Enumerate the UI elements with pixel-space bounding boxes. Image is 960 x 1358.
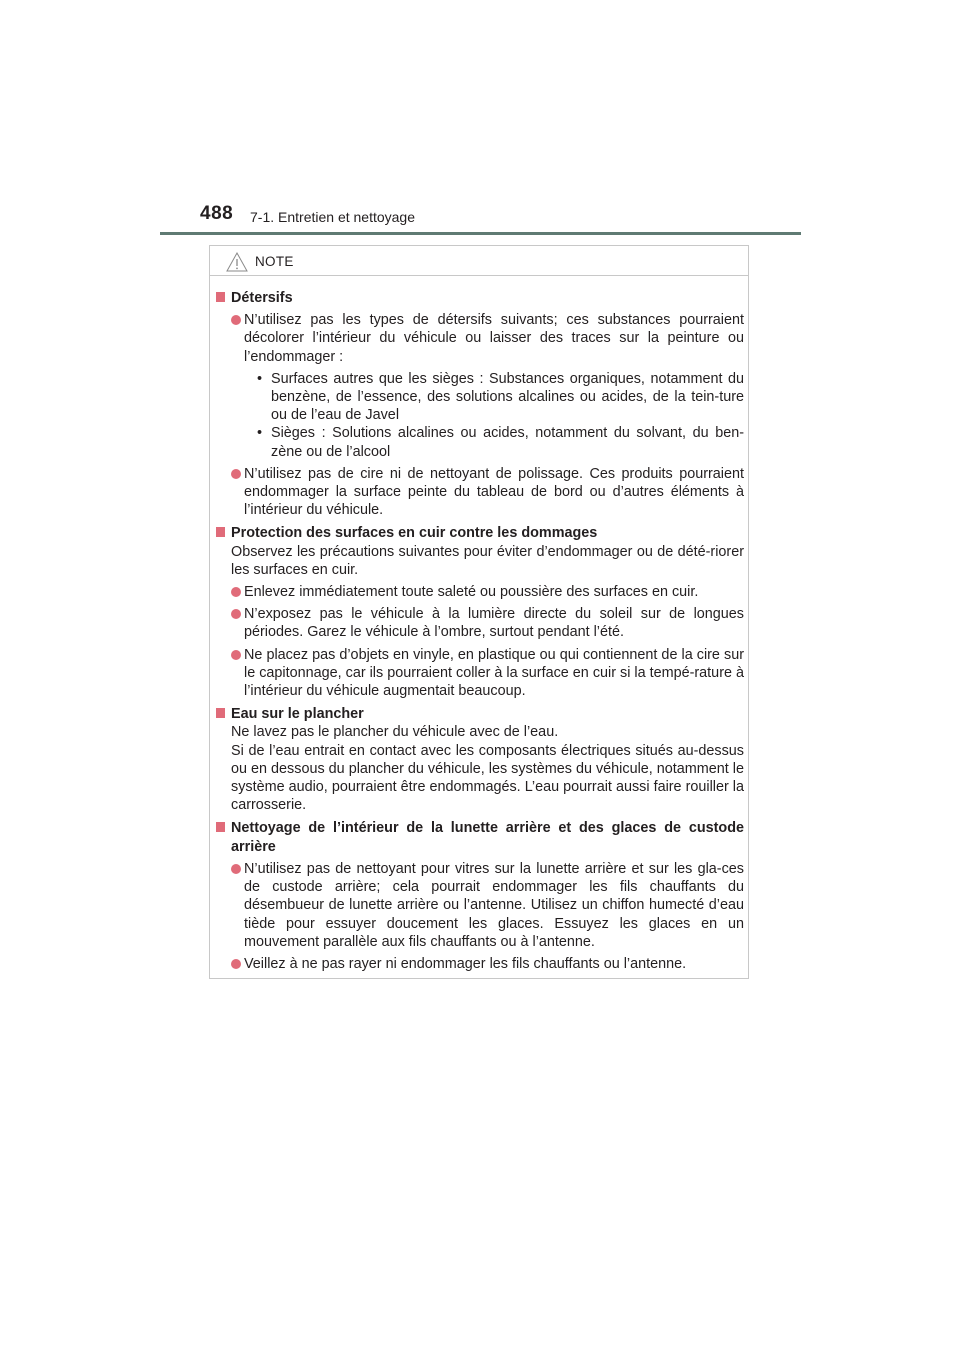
section-paragraph: Observez les précautions suivantes pour éviter d’endommager ou de dété-riorer les surfaces en cuir. xyxy=(231,543,744,578)
note-section xyxy=(216,705,744,814)
bullet-item xyxy=(231,646,744,701)
section-paragraph: Si de l’eau entrait en contact avec les composants électriques situés au-dessus ou en dessous du plancher du véhicule, les systèmes du véhicule, notamment le système audio, pourraient être endommagés. L’eau pourrait aussi faire rouiller la carrosserie. xyxy=(231,742,744,814)
sub-item-text: Surfaces autres que les sièges : Substances organiques, notamment du benzène, de l’essence, des solutions alcalines ou acides, de la tein-ture ou de l’eau de Javel xyxy=(271,370,744,424)
sub-bullet-marker: • xyxy=(257,425,263,442)
sub-item xyxy=(244,370,744,425)
bullet-dot-marker xyxy=(231,587,241,597)
bullet-dot-marker xyxy=(231,609,241,619)
section-title: 7-1. Entretien et nettoyage xyxy=(250,209,415,225)
bullet-item xyxy=(231,955,744,973)
note-label: NOTE xyxy=(255,254,294,269)
bullet-text: N’utilisez pas de cire ni de nettoyant de polissage. Ces produits pourraient endommager la surface peinte du tableau de bord ou d’autres éléments à l’intérieur du véhicule. xyxy=(244,465,744,519)
bullet-dot-marker xyxy=(231,469,241,479)
sub-list xyxy=(244,370,744,461)
bullet-item xyxy=(231,860,744,951)
sub-bullet-marker: • xyxy=(257,370,263,387)
bullet-dot-marker xyxy=(231,864,241,874)
bullet-item xyxy=(231,583,744,601)
bullet-item xyxy=(231,465,744,520)
note-box xyxy=(209,245,749,979)
bullet-text: N’utilisez pas de nettoyant pour vitres sur la lunette arrière et sur les gla-ces de custode arrière; cela pourrait endommager les fils chauffants du désembueur de lunette arrière ou l’antenne. Utilisez un chiffon humecté d’eau tiède pour essuyer doucement les glaces. Essuyez les glaces en un mouvement parallèle aux fils chauffants ou à l’antenne. xyxy=(244,860,744,950)
note-header xyxy=(210,246,748,276)
bullet-item xyxy=(231,311,744,461)
section-title-text: Protection des surfaces en cuir contre les dommages xyxy=(231,525,598,542)
bullet-dot-marker xyxy=(231,650,241,660)
warning-triangle-icon xyxy=(226,252,248,272)
bullet-dot-marker xyxy=(231,959,241,969)
section-title-text: Détersifs xyxy=(231,290,293,306)
bullet-item xyxy=(231,605,744,641)
bullet-dot-marker xyxy=(231,315,241,325)
bullet-text: N’exposez pas le véhicule à la lumière directe du soleil sur de longues périodes. Garez le véhicule à l’ombre, surtout pendant l’été. xyxy=(244,606,744,641)
bullet-text: Enlevez immédiatement toute saleté ou poussière des surfaces en cuir. xyxy=(244,584,699,601)
bullet-text: Ne placez pas d’objets en vinyle, en plastique ou qui contiennent de la cire sur le capitonnage, car ils pourraient coller à la surface en cuir si la tempé-rature à l’intérieur du véhicule augmentait beaucoup. xyxy=(244,646,744,700)
bullet-text: N’utilisez pas les types de détersifs suivants; ces substances pourraient décolorer l’intérieur du véhicule ou laisser des traces sur la peinture ou l’endommager : xyxy=(244,312,744,365)
section-square-marker xyxy=(216,292,225,302)
bullet-text: Veillez à ne pas rayer ni endommager les fils chauffants ou l’antenne. xyxy=(244,955,687,972)
header-rule xyxy=(160,232,801,235)
section-title-text: Nettoyage de l’intérieur de la lunette arrière et des glaces de custode arrière xyxy=(231,820,744,855)
note-section xyxy=(216,524,744,700)
page-number: 488 xyxy=(200,203,234,224)
note-section xyxy=(216,819,744,973)
note-section xyxy=(216,289,744,519)
sub-item-text: Sièges : Solutions alcalines ou acides, notamment du solvant, du ben-zène ou de l’alcool xyxy=(271,425,744,460)
section-square-marker xyxy=(216,822,225,832)
sub-item xyxy=(244,424,744,460)
section-square-marker xyxy=(216,708,225,718)
note-body xyxy=(216,289,744,978)
section-square-marker xyxy=(216,527,225,537)
section-title-text: Eau sur le plancher xyxy=(231,706,364,723)
section-paragraph: Ne lavez pas le plancher du véhicule avec de l’eau. xyxy=(231,724,559,741)
